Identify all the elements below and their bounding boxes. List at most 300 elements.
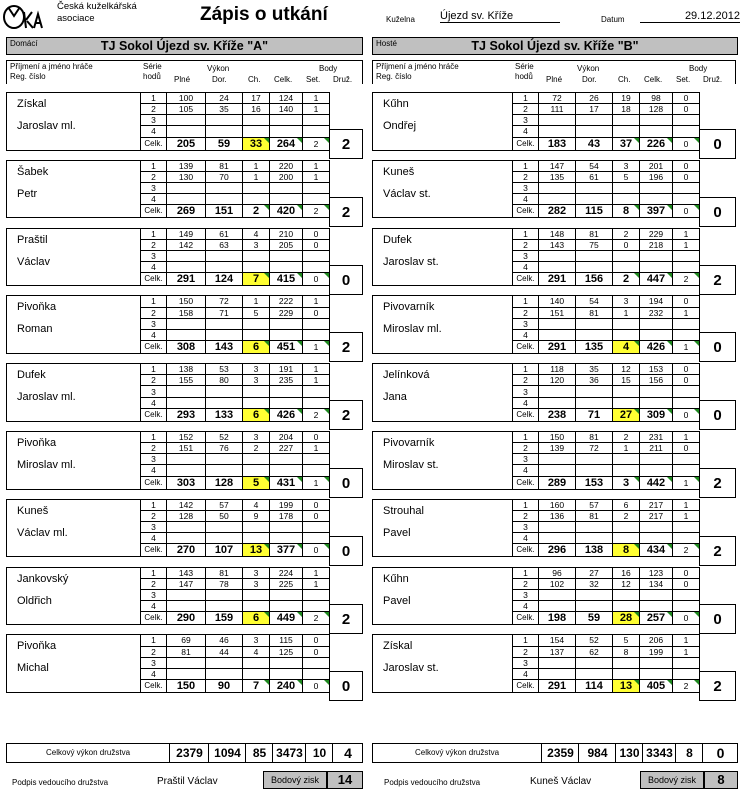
cell-plne[interactable] bbox=[539, 589, 576, 600]
cell-ch[interactable]: 1 bbox=[613, 307, 640, 318]
cell-plne[interactable]: 69 bbox=[167, 635, 206, 646]
cell-plne[interactable] bbox=[539, 397, 576, 408]
cell-dor[interactable]: 62 bbox=[576, 646, 613, 657]
cell-dor[interactable] bbox=[576, 183, 613, 194]
cell-plne[interactable] bbox=[167, 115, 206, 126]
cell-ch[interactable] bbox=[613, 250, 640, 261]
cell-dor[interactable] bbox=[576, 533, 613, 544]
cell-set[interactable]: 1 bbox=[673, 307, 700, 318]
cell-plne[interactable]: 150 bbox=[167, 296, 206, 307]
cell-ch[interactable] bbox=[243, 668, 270, 679]
cell-dor[interactable]: 54 bbox=[576, 160, 613, 171]
cell-plne[interactable]: 149 bbox=[167, 228, 206, 239]
cell-celk[interactable]: 153 bbox=[640, 364, 673, 375]
cell-ch[interactable]: 12 bbox=[613, 364, 640, 375]
cell-celk[interactable]: 140 bbox=[270, 104, 303, 115]
cell-celk[interactable]: 227 bbox=[270, 443, 303, 454]
cell-set[interactable] bbox=[673, 250, 700, 261]
cell-dor[interactable] bbox=[576, 589, 613, 600]
cell-celk[interactable]: 134 bbox=[640, 578, 673, 589]
cell-ch[interactable] bbox=[613, 261, 640, 272]
cell-set[interactable]: 1 bbox=[673, 239, 700, 250]
cell-celk[interactable]: 156 bbox=[640, 375, 673, 386]
cell-plne[interactable]: 111 bbox=[539, 104, 576, 115]
cell-ch[interactable] bbox=[243, 250, 270, 261]
cell-set[interactable]: 0 bbox=[673, 567, 700, 578]
cell-ch[interactable] bbox=[243, 589, 270, 600]
cell-ch[interactable]: 5 bbox=[243, 307, 270, 318]
cell-set[interactable] bbox=[673, 397, 700, 408]
cell-ch[interactable]: 4 bbox=[243, 228, 270, 239]
cell-dor[interactable]: 72 bbox=[576, 443, 613, 454]
cell-dor[interactable] bbox=[576, 397, 613, 408]
cell-ch[interactable]: 1 bbox=[243, 160, 270, 171]
cell-plne[interactable]: 72 bbox=[539, 93, 576, 104]
cell-dor[interactable]: 17 bbox=[576, 104, 613, 115]
cell-plne[interactable]: 148 bbox=[539, 228, 576, 239]
cell-set[interactable] bbox=[303, 194, 330, 205]
cell-set[interactable]: 0 bbox=[673, 296, 700, 307]
cell-plne[interactable]: 130 bbox=[167, 171, 206, 182]
cell-dor[interactable] bbox=[206, 386, 243, 397]
player-name[interactable] bbox=[373, 635, 513, 680]
cell-celk[interactable] bbox=[640, 600, 673, 611]
cell-plne[interactable] bbox=[539, 250, 576, 261]
player-name[interactable] bbox=[373, 567, 513, 612]
cell-set[interactable] bbox=[303, 589, 330, 600]
cell-ch[interactable]: 4 bbox=[243, 646, 270, 657]
cell-plne[interactable] bbox=[539, 386, 576, 397]
cell-celk[interactable] bbox=[640, 250, 673, 261]
cell-plne[interactable]: 120 bbox=[539, 375, 576, 386]
cell-dor[interactable]: 35 bbox=[206, 104, 243, 115]
cell-set[interactable] bbox=[673, 261, 700, 272]
cell-set[interactable] bbox=[303, 533, 330, 544]
cell-plne[interactable] bbox=[539, 465, 576, 476]
cell-dor[interactable]: 80 bbox=[206, 375, 243, 386]
cell-set[interactable]: 1 bbox=[303, 364, 330, 375]
cell-ch[interactable] bbox=[613, 465, 640, 476]
player-name[interactable] bbox=[7, 228, 141, 273]
cell-celk[interactable] bbox=[270, 668, 303, 679]
cell-plne[interactable]: 151 bbox=[167, 443, 206, 454]
cell-dor[interactable]: 24 bbox=[206, 93, 243, 104]
cell-celk[interactable] bbox=[270, 600, 303, 611]
cell-celk[interactable] bbox=[640, 386, 673, 397]
cell-set[interactable]: 0 bbox=[673, 104, 700, 115]
cell-dor[interactable]: 72 bbox=[206, 296, 243, 307]
player-name[interactable] bbox=[373, 432, 513, 477]
cell-plne[interactable]: 128 bbox=[167, 510, 206, 521]
cell-celk[interactable]: 225 bbox=[270, 578, 303, 589]
cell-ch[interactable]: 15 bbox=[613, 375, 640, 386]
cell-celk[interactable] bbox=[270, 533, 303, 544]
cell-ch[interactable] bbox=[613, 454, 640, 465]
cell-plne[interactable] bbox=[539, 533, 576, 544]
cell-dor[interactable] bbox=[576, 318, 613, 329]
cell-dor[interactable] bbox=[576, 668, 613, 679]
cell-plne[interactable]: 136 bbox=[539, 510, 576, 521]
player-name[interactable] bbox=[373, 93, 513, 138]
cell-set[interactable]: 0 bbox=[303, 228, 330, 239]
cell-plne[interactable] bbox=[539, 115, 576, 126]
cell-set[interactable] bbox=[673, 386, 700, 397]
cell-celk[interactable]: 128 bbox=[640, 104, 673, 115]
cell-plne[interactable] bbox=[167, 318, 206, 329]
cell-ch[interactable] bbox=[613, 668, 640, 679]
cell-celk[interactable] bbox=[640, 194, 673, 205]
cell-ch[interactable] bbox=[243, 183, 270, 194]
cell-ch[interactable] bbox=[243, 261, 270, 272]
cell-ch[interactable] bbox=[613, 600, 640, 611]
cell-plne[interactable] bbox=[167, 386, 206, 397]
cell-set[interactable]: 1 bbox=[303, 160, 330, 171]
cell-ch[interactable]: 3 bbox=[243, 364, 270, 375]
cell-set[interactable] bbox=[303, 250, 330, 261]
cell-plne[interactable]: 160 bbox=[539, 499, 576, 510]
cell-ch[interactable] bbox=[613, 183, 640, 194]
cell-set[interactable]: 1 bbox=[673, 646, 700, 657]
cell-dor[interactable]: 52 bbox=[206, 432, 243, 443]
cell-ch[interactable]: 2 bbox=[613, 510, 640, 521]
cell-ch[interactable]: 16 bbox=[613, 567, 640, 578]
cell-plne[interactable]: 142 bbox=[167, 239, 206, 250]
cell-set[interactable]: 1 bbox=[673, 510, 700, 521]
cell-celk[interactable]: 123 bbox=[640, 567, 673, 578]
cell-dor[interactable]: 36 bbox=[576, 375, 613, 386]
cell-dor[interactable] bbox=[206, 194, 243, 205]
cell-dor[interactable] bbox=[206, 318, 243, 329]
cell-set[interactable]: 1 bbox=[303, 375, 330, 386]
player-name[interactable] bbox=[373, 364, 513, 409]
cell-plne[interactable]: 138 bbox=[167, 364, 206, 375]
cell-celk[interactable]: 199 bbox=[270, 499, 303, 510]
cell-ch[interactable] bbox=[613, 194, 640, 205]
cell-celk[interactable]: 200 bbox=[270, 171, 303, 182]
cell-celk[interactable]: 217 bbox=[640, 499, 673, 510]
cell-ch[interactable] bbox=[243, 657, 270, 668]
cell-ch[interactable]: 1 bbox=[613, 443, 640, 454]
cell-ch[interactable] bbox=[613, 386, 640, 397]
cell-ch[interactable]: 3 bbox=[243, 635, 270, 646]
cell-plne[interactable]: 147 bbox=[167, 578, 206, 589]
cell-dor[interactable] bbox=[206, 329, 243, 340]
cell-plne[interactable]: 154 bbox=[539, 635, 576, 646]
cell-celk[interactable] bbox=[270, 589, 303, 600]
cell-set[interactable] bbox=[303, 261, 330, 272]
cell-plne[interactable] bbox=[539, 454, 576, 465]
cell-set[interactable]: 1 bbox=[673, 635, 700, 646]
cell-ch[interactable] bbox=[243, 600, 270, 611]
cell-set[interactable] bbox=[673, 657, 700, 668]
cell-set[interactable] bbox=[303, 318, 330, 329]
cell-set[interactable]: 1 bbox=[303, 171, 330, 182]
cell-dor[interactable]: 71 bbox=[206, 307, 243, 318]
cell-dor[interactable]: 70 bbox=[206, 171, 243, 182]
cell-plne[interactable]: 155 bbox=[167, 375, 206, 386]
cell-celk[interactable]: 231 bbox=[640, 432, 673, 443]
cell-celk[interactable] bbox=[270, 183, 303, 194]
cell-ch[interactable] bbox=[243, 126, 270, 137]
cell-ch[interactable] bbox=[613, 533, 640, 544]
cell-set[interactable] bbox=[303, 183, 330, 194]
cell-dor[interactable]: 35 bbox=[576, 364, 613, 375]
cell-plne[interactable] bbox=[167, 600, 206, 611]
venue-field[interactable]: Újezd sv. Kříže bbox=[440, 10, 560, 23]
cell-set[interactable] bbox=[673, 600, 700, 611]
cell-celk[interactable]: 218 bbox=[640, 239, 673, 250]
cell-set[interactable] bbox=[303, 386, 330, 397]
cell-ch[interactable] bbox=[243, 386, 270, 397]
cell-set[interactable]: 1 bbox=[303, 104, 330, 115]
cell-celk[interactable] bbox=[640, 522, 673, 533]
cell-plne[interactable]: 135 bbox=[539, 171, 576, 182]
cell-dor[interactable]: 44 bbox=[206, 646, 243, 657]
cell-plne[interactable] bbox=[539, 329, 576, 340]
cell-ch[interactable] bbox=[613, 329, 640, 340]
cell-ch[interactable]: 5 bbox=[613, 635, 640, 646]
cell-set[interactable]: 1 bbox=[303, 93, 330, 104]
cell-dor[interactable]: 81 bbox=[576, 307, 613, 318]
cell-ch[interactable]: 3 bbox=[243, 375, 270, 386]
cell-plne[interactable]: 139 bbox=[167, 160, 206, 171]
cell-ch[interactable]: 19 bbox=[613, 93, 640, 104]
cell-dor[interactable] bbox=[576, 115, 613, 126]
cell-celk[interactable] bbox=[640, 668, 673, 679]
cell-set[interactable] bbox=[303, 397, 330, 408]
cell-plne[interactable] bbox=[167, 329, 206, 340]
cell-ch[interactable] bbox=[243, 397, 270, 408]
cell-ch[interactable] bbox=[243, 329, 270, 340]
cell-celk[interactable] bbox=[270, 386, 303, 397]
cell-set[interactable]: 0 bbox=[673, 578, 700, 589]
cell-plne[interactable]: 158 bbox=[167, 307, 206, 318]
cell-celk[interactable]: 178 bbox=[270, 510, 303, 521]
cell-set[interactable] bbox=[303, 668, 330, 679]
cell-plne[interactable]: 147 bbox=[539, 160, 576, 171]
cell-ch[interactable]: 17 bbox=[243, 93, 270, 104]
cell-dor[interactable]: 81 bbox=[576, 510, 613, 521]
cell-plne[interactable] bbox=[167, 194, 206, 205]
cell-set[interactable] bbox=[673, 126, 700, 137]
cell-ch[interactable]: 16 bbox=[243, 104, 270, 115]
cell-dor[interactable]: 27 bbox=[576, 567, 613, 578]
cell-plne[interactable]: 105 bbox=[167, 104, 206, 115]
cell-ch[interactable]: 9 bbox=[243, 510, 270, 521]
cell-ch[interactable]: 8 bbox=[613, 646, 640, 657]
cell-set[interactable] bbox=[673, 533, 700, 544]
cell-dor[interactable] bbox=[576, 657, 613, 668]
cell-plne[interactable]: 96 bbox=[539, 567, 576, 578]
cell-plne[interactable] bbox=[167, 465, 206, 476]
cell-ch[interactable] bbox=[613, 522, 640, 533]
player-name[interactable] bbox=[7, 296, 141, 341]
cell-celk[interactable] bbox=[270, 397, 303, 408]
cell-celk[interactable]: 211 bbox=[640, 443, 673, 454]
cell-ch[interactable]: 2 bbox=[243, 443, 270, 454]
cell-set[interactable]: 0 bbox=[673, 171, 700, 182]
cell-ch[interactable]: 4 bbox=[243, 499, 270, 510]
cell-set[interactable]: 0 bbox=[673, 375, 700, 386]
cell-plne[interactable]: 102 bbox=[539, 578, 576, 589]
cell-plne[interactable] bbox=[167, 454, 206, 465]
cell-celk[interactable] bbox=[640, 329, 673, 340]
player-name[interactable] bbox=[7, 432, 141, 477]
cell-dor[interactable] bbox=[206, 126, 243, 137]
player-name[interactable] bbox=[373, 160, 513, 205]
cell-set[interactable]: 1 bbox=[303, 296, 330, 307]
cell-celk[interactable] bbox=[270, 454, 303, 465]
cell-celk[interactable] bbox=[270, 250, 303, 261]
cell-celk[interactable] bbox=[270, 657, 303, 668]
cell-dor[interactable] bbox=[206, 261, 243, 272]
cell-set[interactable] bbox=[673, 183, 700, 194]
cell-plne[interactable] bbox=[167, 589, 206, 600]
cell-celk[interactable]: 229 bbox=[640, 228, 673, 239]
cell-plne[interactable] bbox=[539, 318, 576, 329]
cell-set[interactable]: 0 bbox=[303, 307, 330, 318]
cell-set[interactable] bbox=[673, 465, 700, 476]
cell-set[interactable]: 1 bbox=[303, 578, 330, 589]
cell-plne[interactable] bbox=[539, 522, 576, 533]
cell-dor[interactable] bbox=[206, 183, 243, 194]
cell-dor[interactable]: 78 bbox=[206, 578, 243, 589]
cell-celk[interactable]: 201 bbox=[640, 160, 673, 171]
cell-set[interactable]: 0 bbox=[673, 364, 700, 375]
cell-celk[interactable]: 98 bbox=[640, 93, 673, 104]
cell-dor[interactable]: 46 bbox=[206, 635, 243, 646]
cell-dor[interactable]: 61 bbox=[206, 228, 243, 239]
cell-plne[interactable]: 137 bbox=[539, 646, 576, 657]
cell-ch[interactable]: 3 bbox=[243, 578, 270, 589]
cell-dor[interactable] bbox=[576, 465, 613, 476]
cell-set[interactable]: 1 bbox=[673, 432, 700, 443]
cell-celk[interactable]: 235 bbox=[270, 375, 303, 386]
player-name[interactable] bbox=[7, 499, 141, 544]
cell-plne[interactable]: 143 bbox=[167, 567, 206, 578]
cell-ch[interactable] bbox=[613, 397, 640, 408]
cell-plne[interactable]: 143 bbox=[539, 239, 576, 250]
cell-dor[interactable]: 57 bbox=[576, 499, 613, 510]
cell-celk[interactable] bbox=[270, 522, 303, 533]
cell-celk[interactable]: 199 bbox=[640, 646, 673, 657]
cell-dor[interactable] bbox=[576, 386, 613, 397]
cell-celk[interactable]: 224 bbox=[270, 567, 303, 578]
cell-set[interactable] bbox=[673, 318, 700, 329]
cell-set[interactable] bbox=[303, 600, 330, 611]
cell-ch[interactable]: 18 bbox=[613, 104, 640, 115]
cell-set[interactable]: 0 bbox=[673, 443, 700, 454]
cell-plne[interactable]: 118 bbox=[539, 364, 576, 375]
cell-celk[interactable]: 220 bbox=[270, 160, 303, 171]
cell-dor[interactable] bbox=[576, 329, 613, 340]
cell-ch[interactable]: 5 bbox=[613, 171, 640, 182]
cell-set[interactable]: 0 bbox=[303, 239, 330, 250]
cell-plne[interactable]: 139 bbox=[539, 443, 576, 454]
date-field[interactable]: 29.12.2012 bbox=[640, 10, 740, 23]
cell-ch[interactable] bbox=[613, 589, 640, 600]
cell-ch[interactable] bbox=[243, 318, 270, 329]
cell-celk[interactable] bbox=[640, 318, 673, 329]
cell-plne[interactable] bbox=[539, 600, 576, 611]
cell-set[interactable]: 1 bbox=[673, 228, 700, 239]
cell-celk[interactable]: 210 bbox=[270, 228, 303, 239]
cell-ch[interactable]: 3 bbox=[613, 296, 640, 307]
cell-celk[interactable] bbox=[270, 126, 303, 137]
cell-set[interactable]: 1 bbox=[673, 499, 700, 510]
cell-celk[interactable] bbox=[640, 454, 673, 465]
cell-set[interactable] bbox=[303, 454, 330, 465]
cell-dor[interactable]: 81 bbox=[206, 567, 243, 578]
cell-celk[interactable]: 229 bbox=[270, 307, 303, 318]
cell-plne[interactable]: 151 bbox=[539, 307, 576, 318]
cell-plne[interactable]: 152 bbox=[167, 432, 206, 443]
cell-celk[interactable]: 196 bbox=[640, 171, 673, 182]
cell-set[interactable]: 0 bbox=[303, 635, 330, 646]
cell-ch[interactable] bbox=[613, 318, 640, 329]
cell-set[interactable] bbox=[673, 522, 700, 533]
cell-plne[interactable] bbox=[539, 261, 576, 272]
cell-plne[interactable] bbox=[167, 397, 206, 408]
cell-set[interactable]: 1 bbox=[303, 443, 330, 454]
cell-dor[interactable]: 32 bbox=[576, 578, 613, 589]
cell-plne[interactable] bbox=[539, 126, 576, 137]
cell-dor[interactable]: 81 bbox=[576, 228, 613, 239]
cell-set[interactable]: 0 bbox=[303, 432, 330, 443]
cell-dor[interactable]: 26 bbox=[576, 93, 613, 104]
player-name[interactable] bbox=[373, 228, 513, 273]
player-name[interactable] bbox=[7, 93, 141, 138]
cell-dor[interactable]: 53 bbox=[206, 364, 243, 375]
player-name[interactable] bbox=[373, 296, 513, 341]
cell-celk[interactable]: 125 bbox=[270, 646, 303, 657]
cell-celk[interactable] bbox=[640, 533, 673, 544]
cell-ch[interactable] bbox=[243, 522, 270, 533]
cell-celk[interactable] bbox=[270, 261, 303, 272]
cell-dor[interactable]: 81 bbox=[576, 432, 613, 443]
cell-ch[interactable]: 3 bbox=[613, 160, 640, 171]
cell-celk[interactable]: 115 bbox=[270, 635, 303, 646]
cell-set[interactable]: 0 bbox=[673, 160, 700, 171]
cell-plne[interactable] bbox=[167, 126, 206, 137]
cell-plne[interactable] bbox=[539, 657, 576, 668]
cell-set[interactable] bbox=[673, 454, 700, 465]
cell-ch[interactable]: 12 bbox=[613, 578, 640, 589]
cell-celk[interactable] bbox=[270, 115, 303, 126]
player-name[interactable] bbox=[7, 364, 141, 409]
cell-dor[interactable]: 75 bbox=[576, 239, 613, 250]
cell-ch[interactable]: 3 bbox=[243, 567, 270, 578]
cell-dor[interactable] bbox=[206, 589, 243, 600]
cell-plne[interactable] bbox=[539, 194, 576, 205]
cell-plne[interactable]: 140 bbox=[539, 296, 576, 307]
cell-set[interactable] bbox=[673, 194, 700, 205]
cell-set[interactable] bbox=[303, 657, 330, 668]
cell-plne[interactable] bbox=[539, 183, 576, 194]
cell-ch[interactable]: 3 bbox=[243, 239, 270, 250]
cell-celk[interactable] bbox=[270, 194, 303, 205]
cell-ch[interactable] bbox=[243, 115, 270, 126]
cell-plne[interactable] bbox=[167, 522, 206, 533]
cell-ch[interactable] bbox=[613, 657, 640, 668]
cell-ch[interactable]: 1 bbox=[243, 171, 270, 182]
cell-ch[interactable]: 3 bbox=[243, 432, 270, 443]
cell-plne[interactable]: 142 bbox=[167, 499, 206, 510]
cell-celk[interactable]: 194 bbox=[640, 296, 673, 307]
cell-dor[interactable] bbox=[206, 250, 243, 261]
cell-dor[interactable]: 57 bbox=[206, 499, 243, 510]
cell-ch[interactable]: 2 bbox=[613, 228, 640, 239]
